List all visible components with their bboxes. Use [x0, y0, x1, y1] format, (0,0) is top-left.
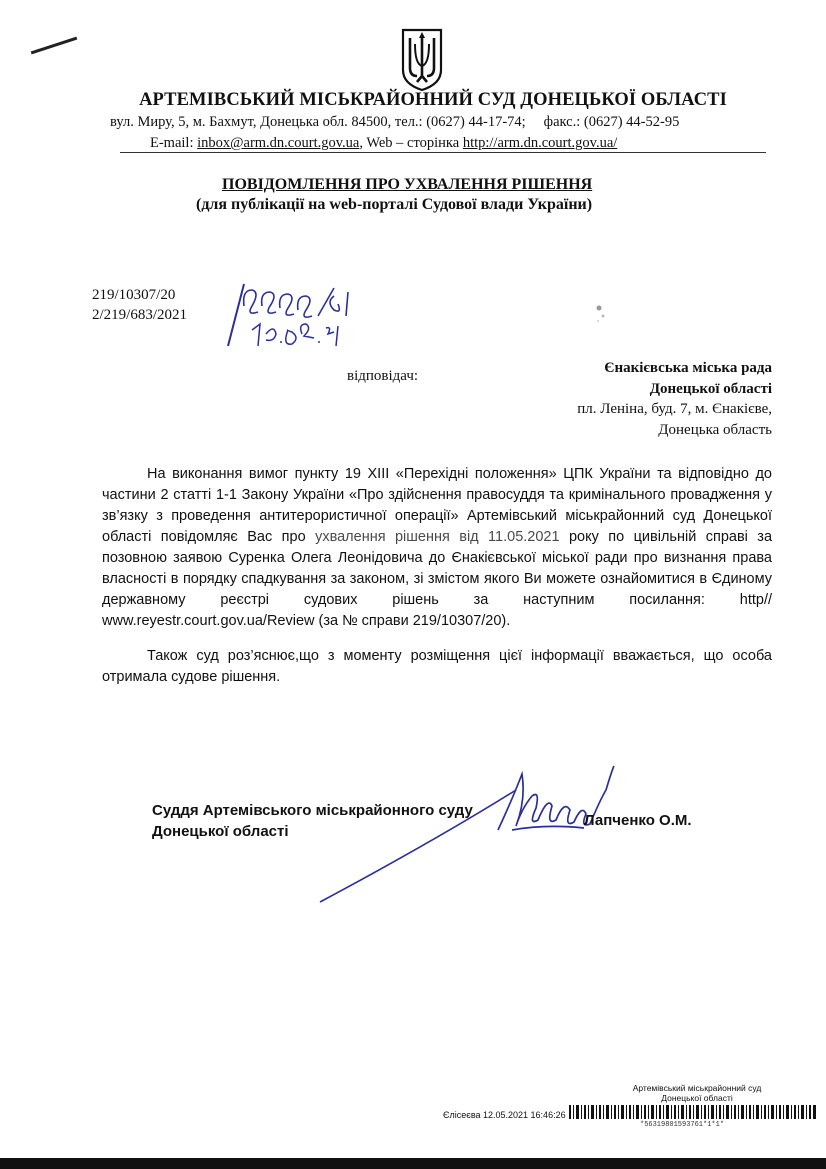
- scan-bottom-edge: [0, 1158, 826, 1169]
- body-paragraph-2: Також суд роз’яснює,що з моменту розміщення цієї інформації вважається, що особа отримала судове рішення.: [102, 648, 772, 685]
- contact-line: [150, 135, 617, 152]
- trident-emblem-icon: [399, 26, 445, 92]
- decision-date-text: ухвалення рішення від 11.05.2021: [315, 529, 560, 545]
- email-label: E-mail:: [150, 135, 194, 151]
- body-text-part: року по цивільній справі за позовною заявою Суренка Олега Леонідовича до Єнакієвської міської ради про визнання права власності в порядку спадкування за законом, зі змістом якого Ви можете ознайомитися в Єдиному державному реєстрі судових рішень за наступним посилання: http// www.reyestr.court.gov.ua/Review (за № справи 219/10307/20).: [102, 529, 773, 629]
- notice-title: ПОВІДОМЛЕННЯ ПРО УХВАЛЕННЯ РІШЕННЯ: [222, 176, 593, 193]
- header-divider: [120, 152, 766, 153]
- judge-title-line: Донецької області: [152, 823, 289, 840]
- address-text: вул. Миру, 5, м. Бахмут, Донецька обл. 84500, тел.: (0627) 44-17-74;: [110, 114, 526, 130]
- body-paragraph-1: [102, 464, 772, 632]
- notice-subtitle: (для публікації на web-порталі Судової влади України): [196, 196, 593, 213]
- barcode: [569, 1105, 817, 1119]
- e-signature-signed: Єлісеєва 12.05.2021 16:46:26: [443, 1110, 566, 1120]
- stamp-region-line: Донецької області: [661, 1093, 733, 1103]
- stamp-court-line: Артемівський міськрайонний суд: [632, 1083, 762, 1093]
- handwritten-registration-mark: [222, 276, 362, 354]
- recipient-region: Донецької області: [649, 380, 772, 397]
- email-link[interactable]: inbox@arm.dn.court.gov.ua: [197, 135, 360, 151]
- recipient-block: [577, 358, 772, 440]
- recipient-oblast: Донецька область: [658, 421, 772, 438]
- judge-signature: [316, 760, 636, 910]
- court-address: [110, 114, 679, 131]
- respondent-label: відповідач:: [347, 368, 419, 384]
- e-signature-stamp: [612, 1083, 782, 1103]
- web-label: , Web – сторінка: [359, 135, 460, 151]
- judge-title-line: Суддя Артемівського міськрайонного суду: [152, 802, 473, 819]
- proceeding-number: 2/219/683/2021: [92, 307, 188, 323]
- court-name: АРТЕМІВСЬКИЙ МІСЬКРАЙОННИЙ СУД ДОНЕЦЬКОЇ ОБЛАСТІ: [139, 90, 727, 110]
- judge-name: Лапченко О.М.: [584, 812, 692, 829]
- paper-speck: [592, 302, 610, 324]
- recipient-address: пл. Леніна, буд. 7, м. Єнакієве,: [577, 401, 772, 417]
- notice-body: [102, 464, 772, 688]
- pen-dash-mark: [31, 37, 78, 55]
- recipient-name: Єнакієвська міська рада: [604, 360, 772, 376]
- barcode-number: *56319801593761*1*1*: [640, 1121, 725, 1129]
- website-link[interactable]: http://arm.dn.court.gov.ua/: [462, 135, 618, 151]
- fax-text: факс.: (0627) 44-52-95: [543, 114, 680, 130]
- body-text-part: На виконання вимог пункту 19 ХІІІ «Перехідні положення» ЦПК України та відповідно до частини 2 статті 1-1 Закону України «Про здійснення правосуддя та кримінального провадження у зв’язку з проведення антитерористичної операції» Артемівський міськрайонний суд Донецької області повідомляє Вас про: [102, 466, 772, 545]
- case-number: 219/10307/20: [92, 287, 176, 303]
